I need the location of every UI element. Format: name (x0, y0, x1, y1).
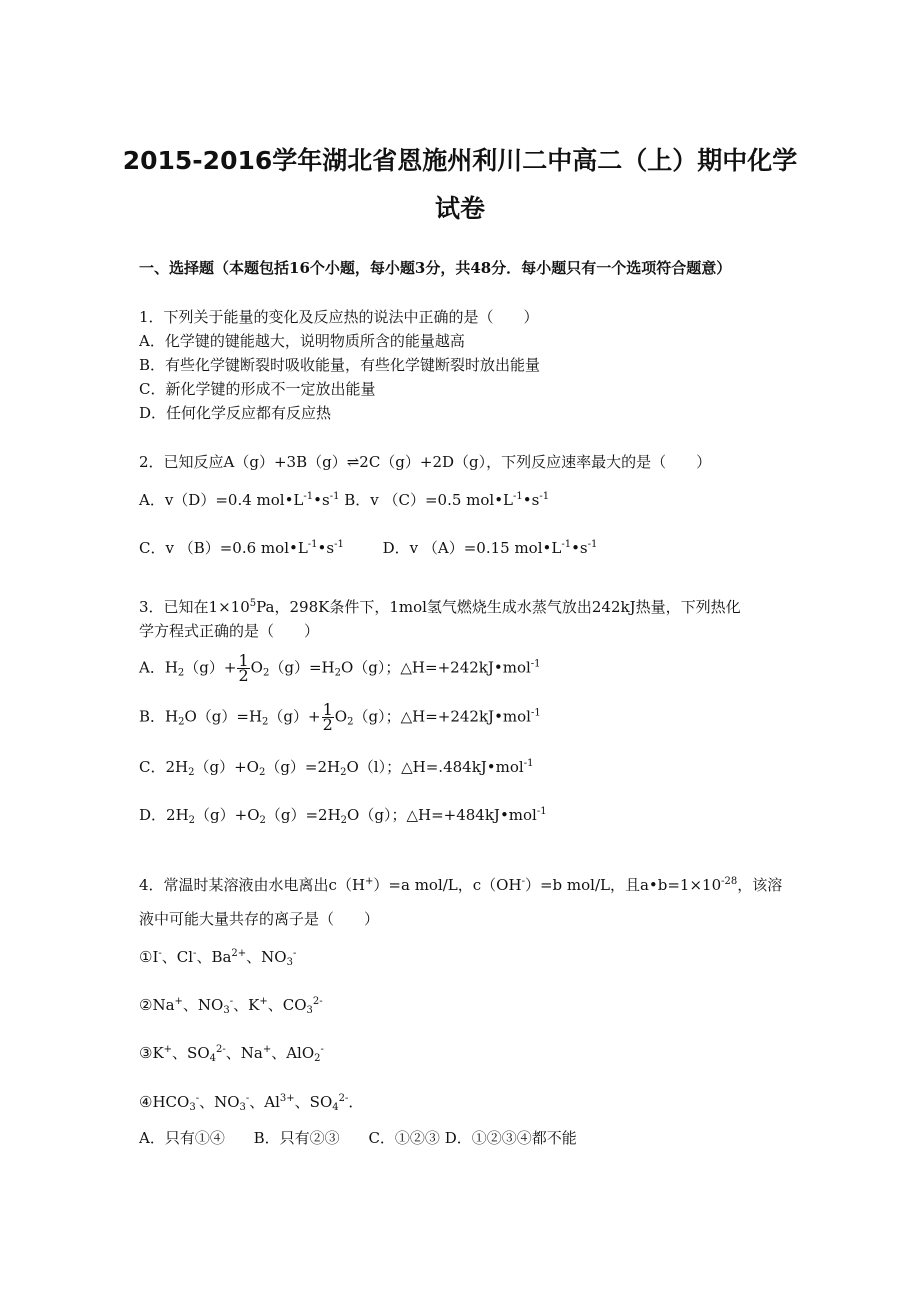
q3-option-d: D．$2H_2(g)+O_2(g)=2H_2O(g)$；△H=+484kJ•mol$^{-1}$ (139, 806, 547, 826)
q3-option-a: A．$H_2(g)+$ $\frac{1}{2}$ $O_2(g)=H_2O(g)$；△H=+242kJ•mol$^{-1}$ (139, 651, 541, 685)
q3-stem-line1: 3．已知在$1\times 10^5Pa$，298K条件下，1mol氢气燃烧生成水蒸气放出242kJ热量，下列热化 (139, 598, 741, 616)
q4-ion-group-1: ①I-、Cl-、$Ba^{2+}$、$NO_3^-$ (139, 948, 297, 968)
q2-option-a: A．v（D）=0.4 $mol•L^{-1}•s^{-1}$ (139, 491, 340, 509)
q2-stem: 2．已知反应A（g）+3B（g）⇌2C（g）+2D（g），下列反应速率最大的是（ ） (139, 453, 712, 471)
one-half-fraction: $\frac{1}{2}$ (238, 651, 249, 685)
q3-option-b: B．$H_2O(g)=H_2(g)+$ $\frac{1}{2}$ $O_2(g)$；△H=+242kJ•mol$^{-1}$ (139, 700, 541, 734)
q4-answer-c: C．①②③ (368, 1129, 440, 1147)
q3-option-c: C．$2H_2(g)+O_2(g)=2H_2O(l)$；△H=.484kJ•mol$^{-1}$ (139, 758, 534, 778)
q4-stem-line1: 4．常温时某溶液由水电离出c（H+）=a mol/L，c（OH-）=b mol/L，且$a•b=1\times 10^{-28}$，该溶 (139, 876, 783, 894)
q4-ion-group-2: ②Na+、$NO_3^-$、K+、$CO_3^{2-}$ (139, 996, 323, 1016)
q4-answer-a: A．只有①④ (139, 1129, 225, 1147)
q2-option-c: C．v （B）=0.6 $mol•L^{-1}•s^{-1}$ (139, 539, 344, 557)
q2-options-cd (139, 538, 597, 558)
exam-title-line1: 2015-2016学年湖北省恩施州利川二中高二（上）期中化学 (122, 146, 798, 175)
q4-ion-group-3: ③K+、$SO_4^{2-}$、Na+、AlO$_2$- (139, 1044, 324, 1064)
section-heading: 一、选择题（本题包括16个小题，每小题3分，共48分．每小题只有一个选项符合题意） (139, 259, 732, 277)
q4-stem-line2: 液中可能大量共存的离子是（ ） (139, 910, 380, 928)
q4-ion-group-4: $④HCO_3^-$、$NO_3^-$、$Al^{3+}$、$SO_4^{2-}$． (139, 1093, 364, 1113)
q1-option-c: C．新化学键的形成不一定放出能量 (139, 380, 376, 398)
q1-option-a: A．化学键的键能越大，说明物质所含的能量越高 (139, 332, 465, 350)
q1-option-b: B．有些化学键断裂时吸收能量，有些化学键断裂时放出能量 (139, 356, 541, 374)
exam-title-line2: 试卷 (434, 194, 485, 223)
q2-option-d: D．v （A）=0.15 $mol•L^{-1}•s^{-1}$ (382, 539, 598, 557)
q3-stem-line2: 学方程式正确的是（ ） (139, 622, 320, 640)
q2-options-ab (139, 490, 549, 510)
one-half-fraction: $\frac{1}{2}$ (322, 700, 333, 734)
q2-option-b: B．v （C）=0.5 $mol•L^{-1}•s^{-1}$ (344, 491, 550, 509)
q1-stem: 1．下列关于能量的变化及反应热的说法中正确的是（ ） (139, 308, 539, 326)
q1-option-d: D．任何化学反应都有反应热 (139, 404, 332, 422)
q4-answer-b: B．只有②③ (253, 1129, 340, 1147)
q4-answer-options (139, 1128, 577, 1148)
q4-answer-d: D．①②③④都不能 (444, 1129, 577, 1147)
